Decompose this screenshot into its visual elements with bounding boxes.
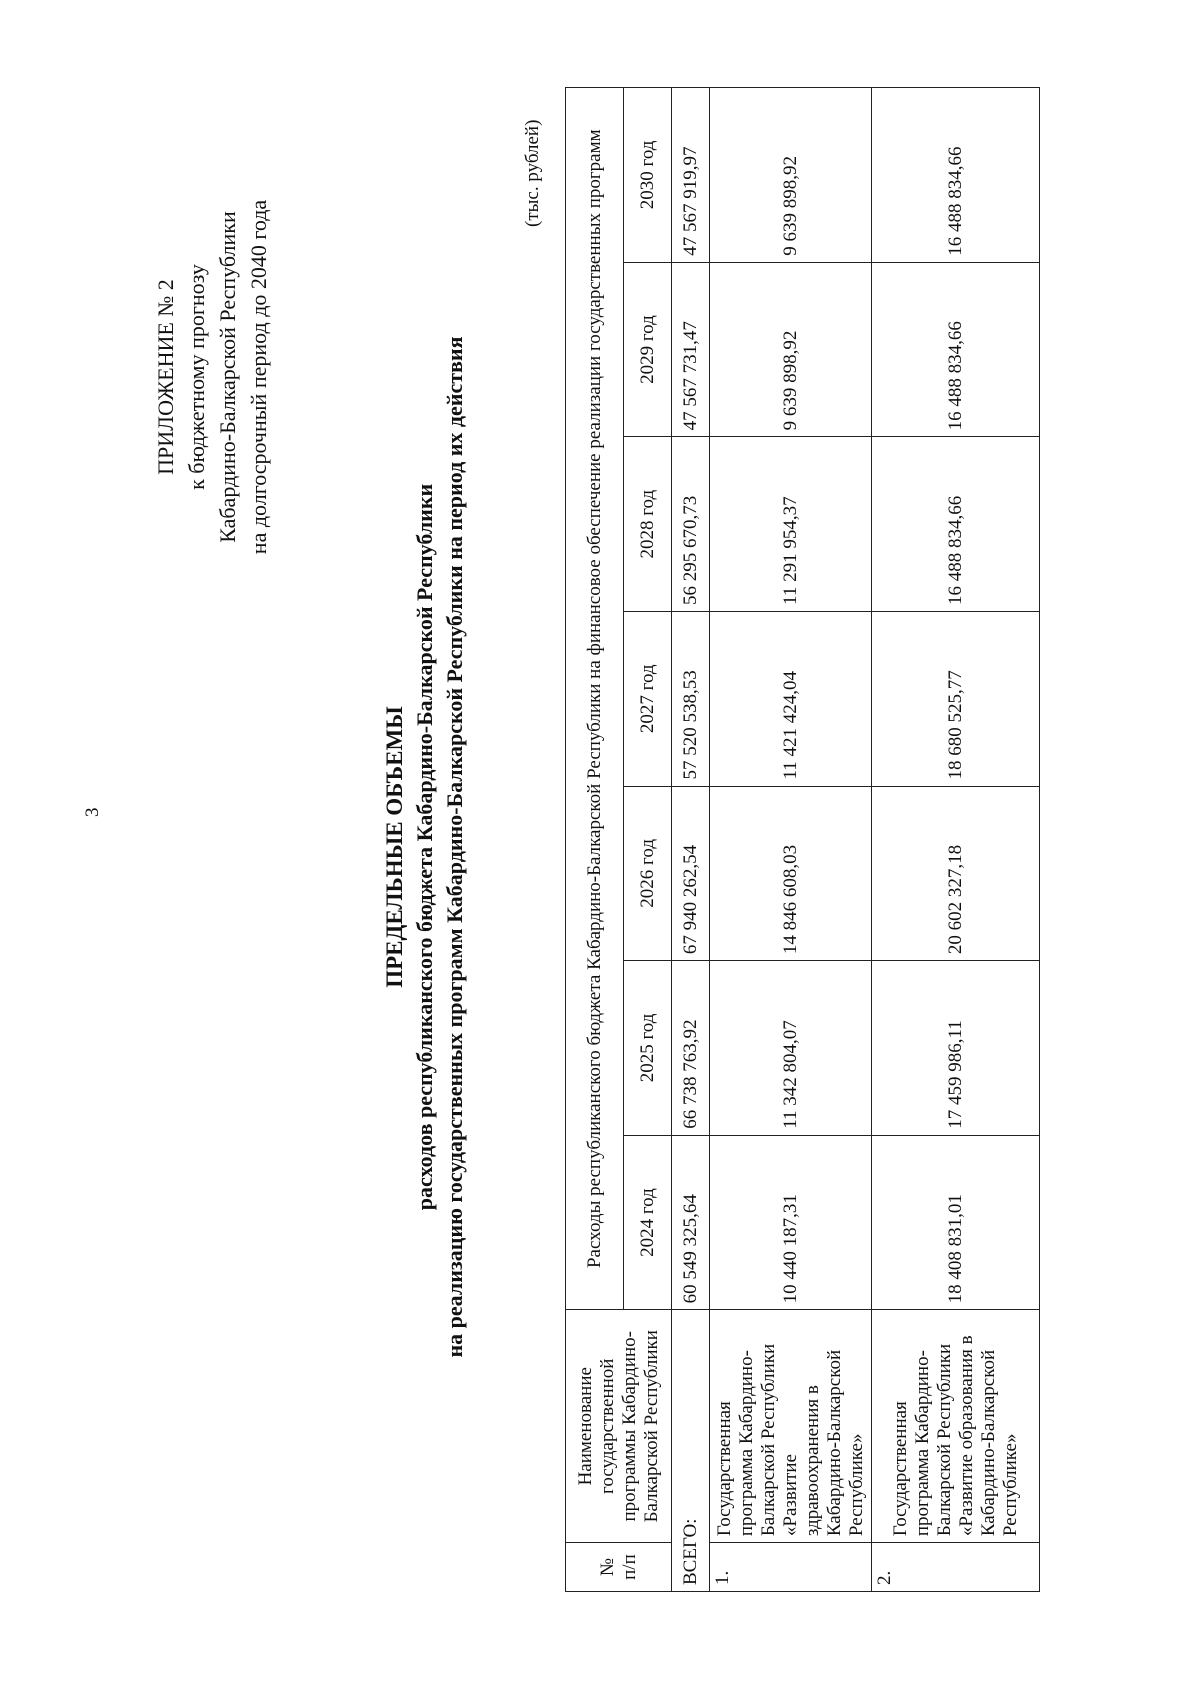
row-value: 17 459 986,11 xyxy=(872,961,1040,1136)
row-value: 9 639 898,92 xyxy=(710,88,872,263)
header-group: Расходы республиканского бюджета Кабардино-Балкарской Республики на финансовое обеспечение реализации государственных программ xyxy=(566,88,624,1310)
header-year: 2027 год xyxy=(624,611,672,786)
appendix-line-1: ПРИЛОЖЕНИЕ № 2 xyxy=(153,279,178,475)
row-value: 16 488 834,66 xyxy=(872,262,1040,437)
total-value: 57 520 538,53 xyxy=(672,611,710,786)
row-value: 16 488 834,66 xyxy=(872,437,1040,612)
header-year: 2029 год xyxy=(624,262,672,437)
unit-label: (тыс. рублей) xyxy=(522,119,543,227)
header-no: № п/п xyxy=(566,1543,672,1592)
row-value: 10 440 187,31 xyxy=(710,1135,872,1310)
header-name: Наименование государственной программы Кабардино-Балкарской Республики xyxy=(566,1310,672,1543)
row-value: 11 421 424,04 xyxy=(710,611,872,786)
total-value: 66 738 763,92 xyxy=(672,961,710,1136)
row-number: 1. xyxy=(710,1543,872,1592)
total-value: 47 567 731,47 xyxy=(672,262,710,437)
row-value: 11 291 954,37 xyxy=(710,437,872,612)
total-value: 47 567 919,97 xyxy=(672,88,710,263)
total-value: 67 940 262,54 xyxy=(672,786,710,961)
total-value: 60 549 325,64 xyxy=(672,1135,710,1310)
appendix-line-4: на долгосрочный период до 2040 года xyxy=(246,199,271,555)
appendix-line-3: Кабардино-Балкарской Республики xyxy=(215,211,240,543)
budget-table xyxy=(565,87,1040,1592)
header-year: 2024 год xyxy=(624,1135,672,1310)
row-number: 2. xyxy=(872,1543,1040,1592)
title-line-2: расходов республиканского бюджета Кабардино-Балкарской Республики xyxy=(412,483,437,1211)
row-value: 9 639 898,92 xyxy=(710,262,872,437)
total-value: 56 295 670,73 xyxy=(672,437,710,612)
total-label: ВСЕГО: xyxy=(672,1310,710,1592)
header-year: 2025 год xyxy=(624,961,672,1136)
header-year: 2026 год xyxy=(624,786,672,961)
program-name: Государственная программа Кабардино-Балкарской Республики «Развитие образования в Кабардино-Балкарской Республике» xyxy=(872,1310,1040,1543)
page-number: 3 xyxy=(82,807,103,817)
program-name: Государственная программа Кабардино-Балкарской Республики «Развитие здравоохранения в Кабардино-Балкарской Республике» xyxy=(710,1310,872,1543)
row-value: 16 488 834,66 xyxy=(872,88,1040,263)
table-row xyxy=(710,88,872,1592)
row-value: 14 846 608,03 xyxy=(710,786,872,961)
document-title xyxy=(380,197,470,1497)
appendix-line-2: к бюджетному прогнозу xyxy=(184,264,209,490)
row-value: 18 408 831,01 xyxy=(872,1135,1040,1310)
row-value: 20 602 327,18 xyxy=(872,786,1040,961)
appendix-header xyxy=(150,97,274,657)
header-row-1 xyxy=(566,88,624,1592)
row-value: 18 680 525,77 xyxy=(872,611,1040,786)
total-row xyxy=(672,88,710,1592)
row-value: 11 342 804,07 xyxy=(710,961,872,1136)
table-row xyxy=(872,88,1040,1592)
header-year: 2028 год xyxy=(624,437,672,612)
title-line-1: ПРЕДЕЛЬНЫЕ ОБЪЕМЫ xyxy=(382,706,407,988)
header-year: 2030 год xyxy=(624,88,672,263)
title-line-3: на реализацию государственных программ Кабардино-Балкарской Республики на период их действия xyxy=(442,336,467,1358)
